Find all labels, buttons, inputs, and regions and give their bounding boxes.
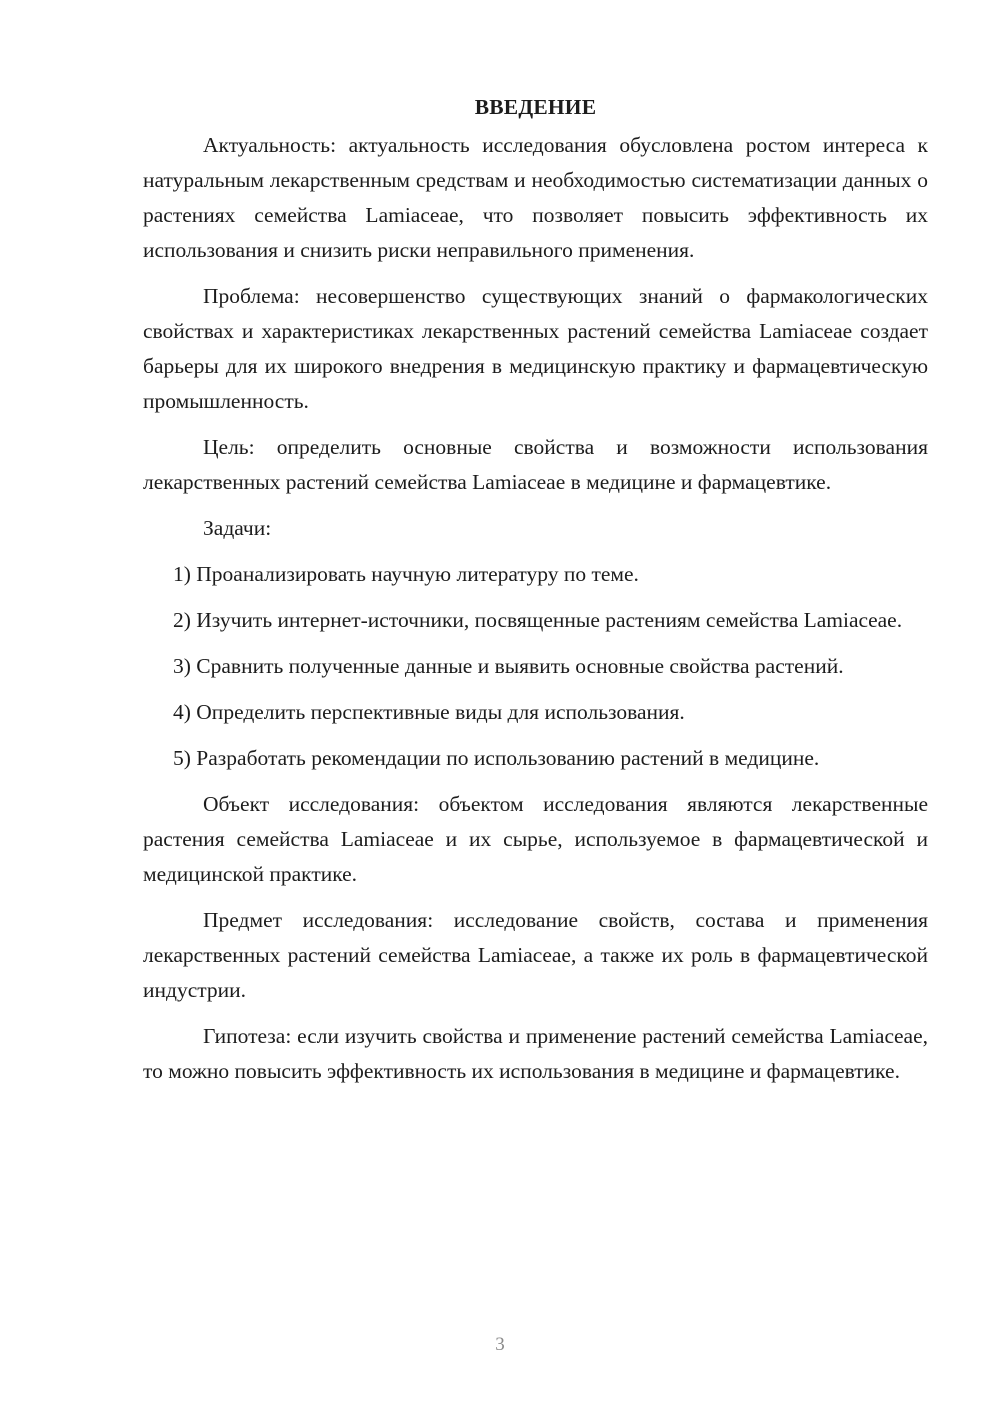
relevance-paragraph: Актуальность: актуальность исследования обусловлена ростом интереса к натуральным лекарственным средствам и необходимостью систематизации данных о растениях семейства Lamiaceae, что позволяет повысить эффективность их использования и снизить риски неправильного применения. [143,133,928,262]
task-item-3: 3) Сравнить полученные данные и выявить основные свойства растений. [173,654,844,678]
tasks-heading: Задачи: [203,516,272,540]
goal-paragraph: Цель: определить основные свойства и возможности использования лекарственных растений семейства Lamiaceae в медицине и фармацевтике. [143,435,928,494]
task-item-2: 2) Изучить интернет-источники, посвященные растениям семейства Lamiaceae. [173,608,903,632]
subject-paragraph: Предмет исследования: исследование свойств, состава и применения лекарственных растений семейства Lamiaceae, а также их роль в фармацевтической индустрии. [143,908,928,1002]
hypothesis-paragraph: Гипотеза: если изучить свойства и применение растений семейства Lamiaceae, то можно повысить эффективность их использования в медицине и фармацевтике. [143,1024,928,1083]
section-title: ВВЕДЕНИЕ [474,95,597,119]
document-page [143,92,928,1100]
task-item-1: 1) Проанализировать научную литературу по теме. [173,562,639,586]
problem-paragraph: Проблема: несовершенство существующих знаний о фармакологических свойствах и характеристиках лекарственных растений семейства Lamiaceae создает барьеры для их широкого внедрения в медицинскую практику и фармацевтическую промышленность. [143,284,928,413]
task-item-5: 5) Разработать рекомендации по использованию растений в медицине. [173,746,820,770]
page-number: 3 [495,1334,505,1355]
object-paragraph: Объект исследования: объектом исследования являются лекарственные растения семейства Lamiaceae и их сырье, используемое в фармацевтической и медицинской практике. [143,792,928,886]
task-item-4: 4) Определить перспективные виды для использования. [173,700,685,724]
